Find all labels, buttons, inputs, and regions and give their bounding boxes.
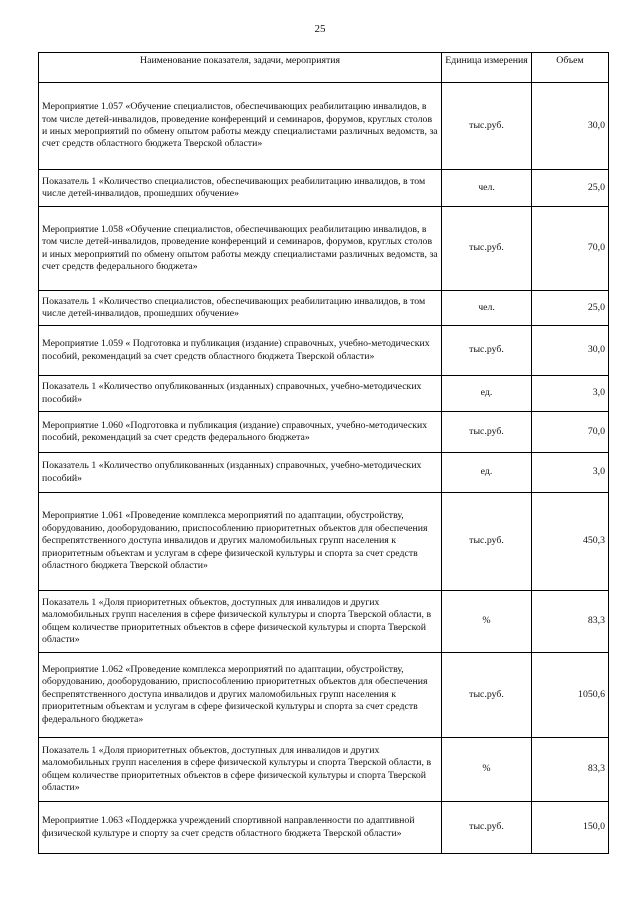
- row-unit: тыс.руб.: [442, 207, 532, 291]
- row-value: 83,3: [532, 591, 609, 653]
- table-row: [39, 738, 609, 802]
- row-unit: ед.: [442, 453, 532, 493]
- row-unit: тыс.руб.: [442, 653, 532, 738]
- row-unit: тыс.руб.: [442, 326, 532, 376]
- header-name: Наименование показателя, задачи, мероприятия: [39, 53, 442, 83]
- row-value: 30,0: [532, 83, 609, 170]
- header-volume: Объем: [532, 53, 609, 83]
- table-row: [39, 802, 609, 854]
- row-name: Мероприятие 1.060 «Подготовка и публикация (издание) справочных, учебно-методических пособий, рекомендаций за счет средств федерального бюджета»: [39, 412, 442, 453]
- row-name: Показатель 1 «Доля приоритетных объектов, доступных для инвалидов и других маломобильных групп населения в сфере физической культуры и спорта Тверской области, в общем количестве приоритетных объектов в сфере физической культуры и спорта Тверской области»: [39, 591, 442, 653]
- row-name: Показатель 1 «Количество специалистов, обеспечивающих реабилитацию инвалидов, в том числе детей-инвалидов, прошедших обучение»: [39, 291, 442, 326]
- table-row: [39, 291, 609, 326]
- row-value: 150,0: [532, 802, 609, 854]
- table-row: [39, 653, 609, 738]
- row-value: 1050,6: [532, 653, 609, 738]
- table-row: [39, 591, 609, 653]
- row-name: Мероприятие 1.063 «Поддержка учреждений спортивной направленности по адаптивной физической культуре и спорту за счет средств областного бюджета Тверской области»: [39, 802, 442, 854]
- row-unit: тыс.руб.: [442, 83, 532, 170]
- table-row: [39, 326, 609, 376]
- row-value: 30,0: [532, 326, 609, 376]
- row-name: Мероприятие 1.058 «Обучение специалистов, обеспечивающих реабилитацию инвалидов, в том числе детей-инвалидов, проведение конференций и семинаров, форумов, круглых столов и иных мероприятий по обмену опытом работы между специалистами различных ведомств, за счет средств федерального бюджета»: [39, 207, 442, 291]
- row-name: Показатель 1 «Доля приоритетных объектов, доступных для инвалидов и других маломобильных групп населения в сфере физической культуры и спорта Тверской области, в общем количестве приоритетных объектов в сфере физической культуры и спорта Тверской области»: [39, 738, 442, 802]
- row-unit: %: [442, 738, 532, 802]
- row-unit: %: [442, 591, 532, 653]
- table-row: [39, 376, 609, 412]
- table-row: [39, 453, 609, 493]
- table-header-row: [39, 53, 609, 83]
- row-name: Мероприятие 1.062 «Проведение комплекса мероприятий по адаптации, обустройству, оборудованию, дооборудованию, приспособлению приоритетных объектов для обеспечения беспрепятственного доступа инвалидов и других маломобильных групп населения к приоритетным объектам и услугам в сфере физической культуры и спорта за счет средств федерального бюджета»: [39, 653, 442, 738]
- row-name: Показатель 1 «Количество специалистов, обеспечивающих реабилитацию инвалидов, в том числе детей-инвалидов, прошедших обучение»: [39, 170, 442, 207]
- row-value: 70,0: [532, 412, 609, 453]
- row-name: Показатель 1 «Количество опубликованных (изданных) справочных, учебно-методических пособий»: [39, 453, 442, 493]
- row-unit: ед.: [442, 376, 532, 412]
- row-value: 3,0: [532, 453, 609, 493]
- row-unit: тыс.руб.: [442, 802, 532, 854]
- row-value: 25,0: [532, 170, 609, 207]
- row-value: 83,3: [532, 738, 609, 802]
- indicators-table: [38, 52, 609, 854]
- row-unit: тыс.руб.: [442, 493, 532, 591]
- row-name: Мероприятие 1.061 «Проведение комплекса мероприятий по адаптации, обустройству, оборудованию, дооборудованию, приспособлению приоритетных объектов для обеспечения беспрепятственного доступа инвалидов и других маломобильных групп населения к приоритетным объектам и услугам в сфере физической культуры и спорта за счет средств областного бюджета Тверской области»: [39, 493, 442, 591]
- table-row: [39, 412, 609, 453]
- table-row: [39, 493, 609, 591]
- row-name: Мероприятие 1.059 « Подготовка и публикация (издание) справочных, учебно-методических пособий, рекомендаций за счет средств областного бюджета Тверской области»: [39, 326, 442, 376]
- row-name: Показатель 1 «Количество опубликованных (изданных) справочных, учебно-методических пособий»: [39, 376, 442, 412]
- table-row: [39, 83, 609, 170]
- table-row: [39, 207, 609, 291]
- row-unit: чел.: [442, 170, 532, 207]
- row-unit: тыс.руб.: [442, 412, 532, 453]
- row-value: 3,0: [532, 376, 609, 412]
- header-unit: Единица измерения: [442, 53, 532, 83]
- table-row: [39, 170, 609, 207]
- row-value: 70,0: [532, 207, 609, 291]
- page-number: 25: [314, 23, 326, 35]
- row-value: 450,3: [532, 493, 609, 591]
- row-name: Мероприятие 1.057 «Обучение специалистов, обеспечивающих реабилитацию инвалидов, в том числе детей-инвалидов, проведение конференций и семинаров, форумов, круглых столов и иных мероприятий по обмену опытом работы между специалистами различных ведомств, за счет средств областного бюджета Тверской области»: [39, 83, 442, 170]
- row-value: 25,0: [532, 291, 609, 326]
- row-unit: чел.: [442, 291, 532, 326]
